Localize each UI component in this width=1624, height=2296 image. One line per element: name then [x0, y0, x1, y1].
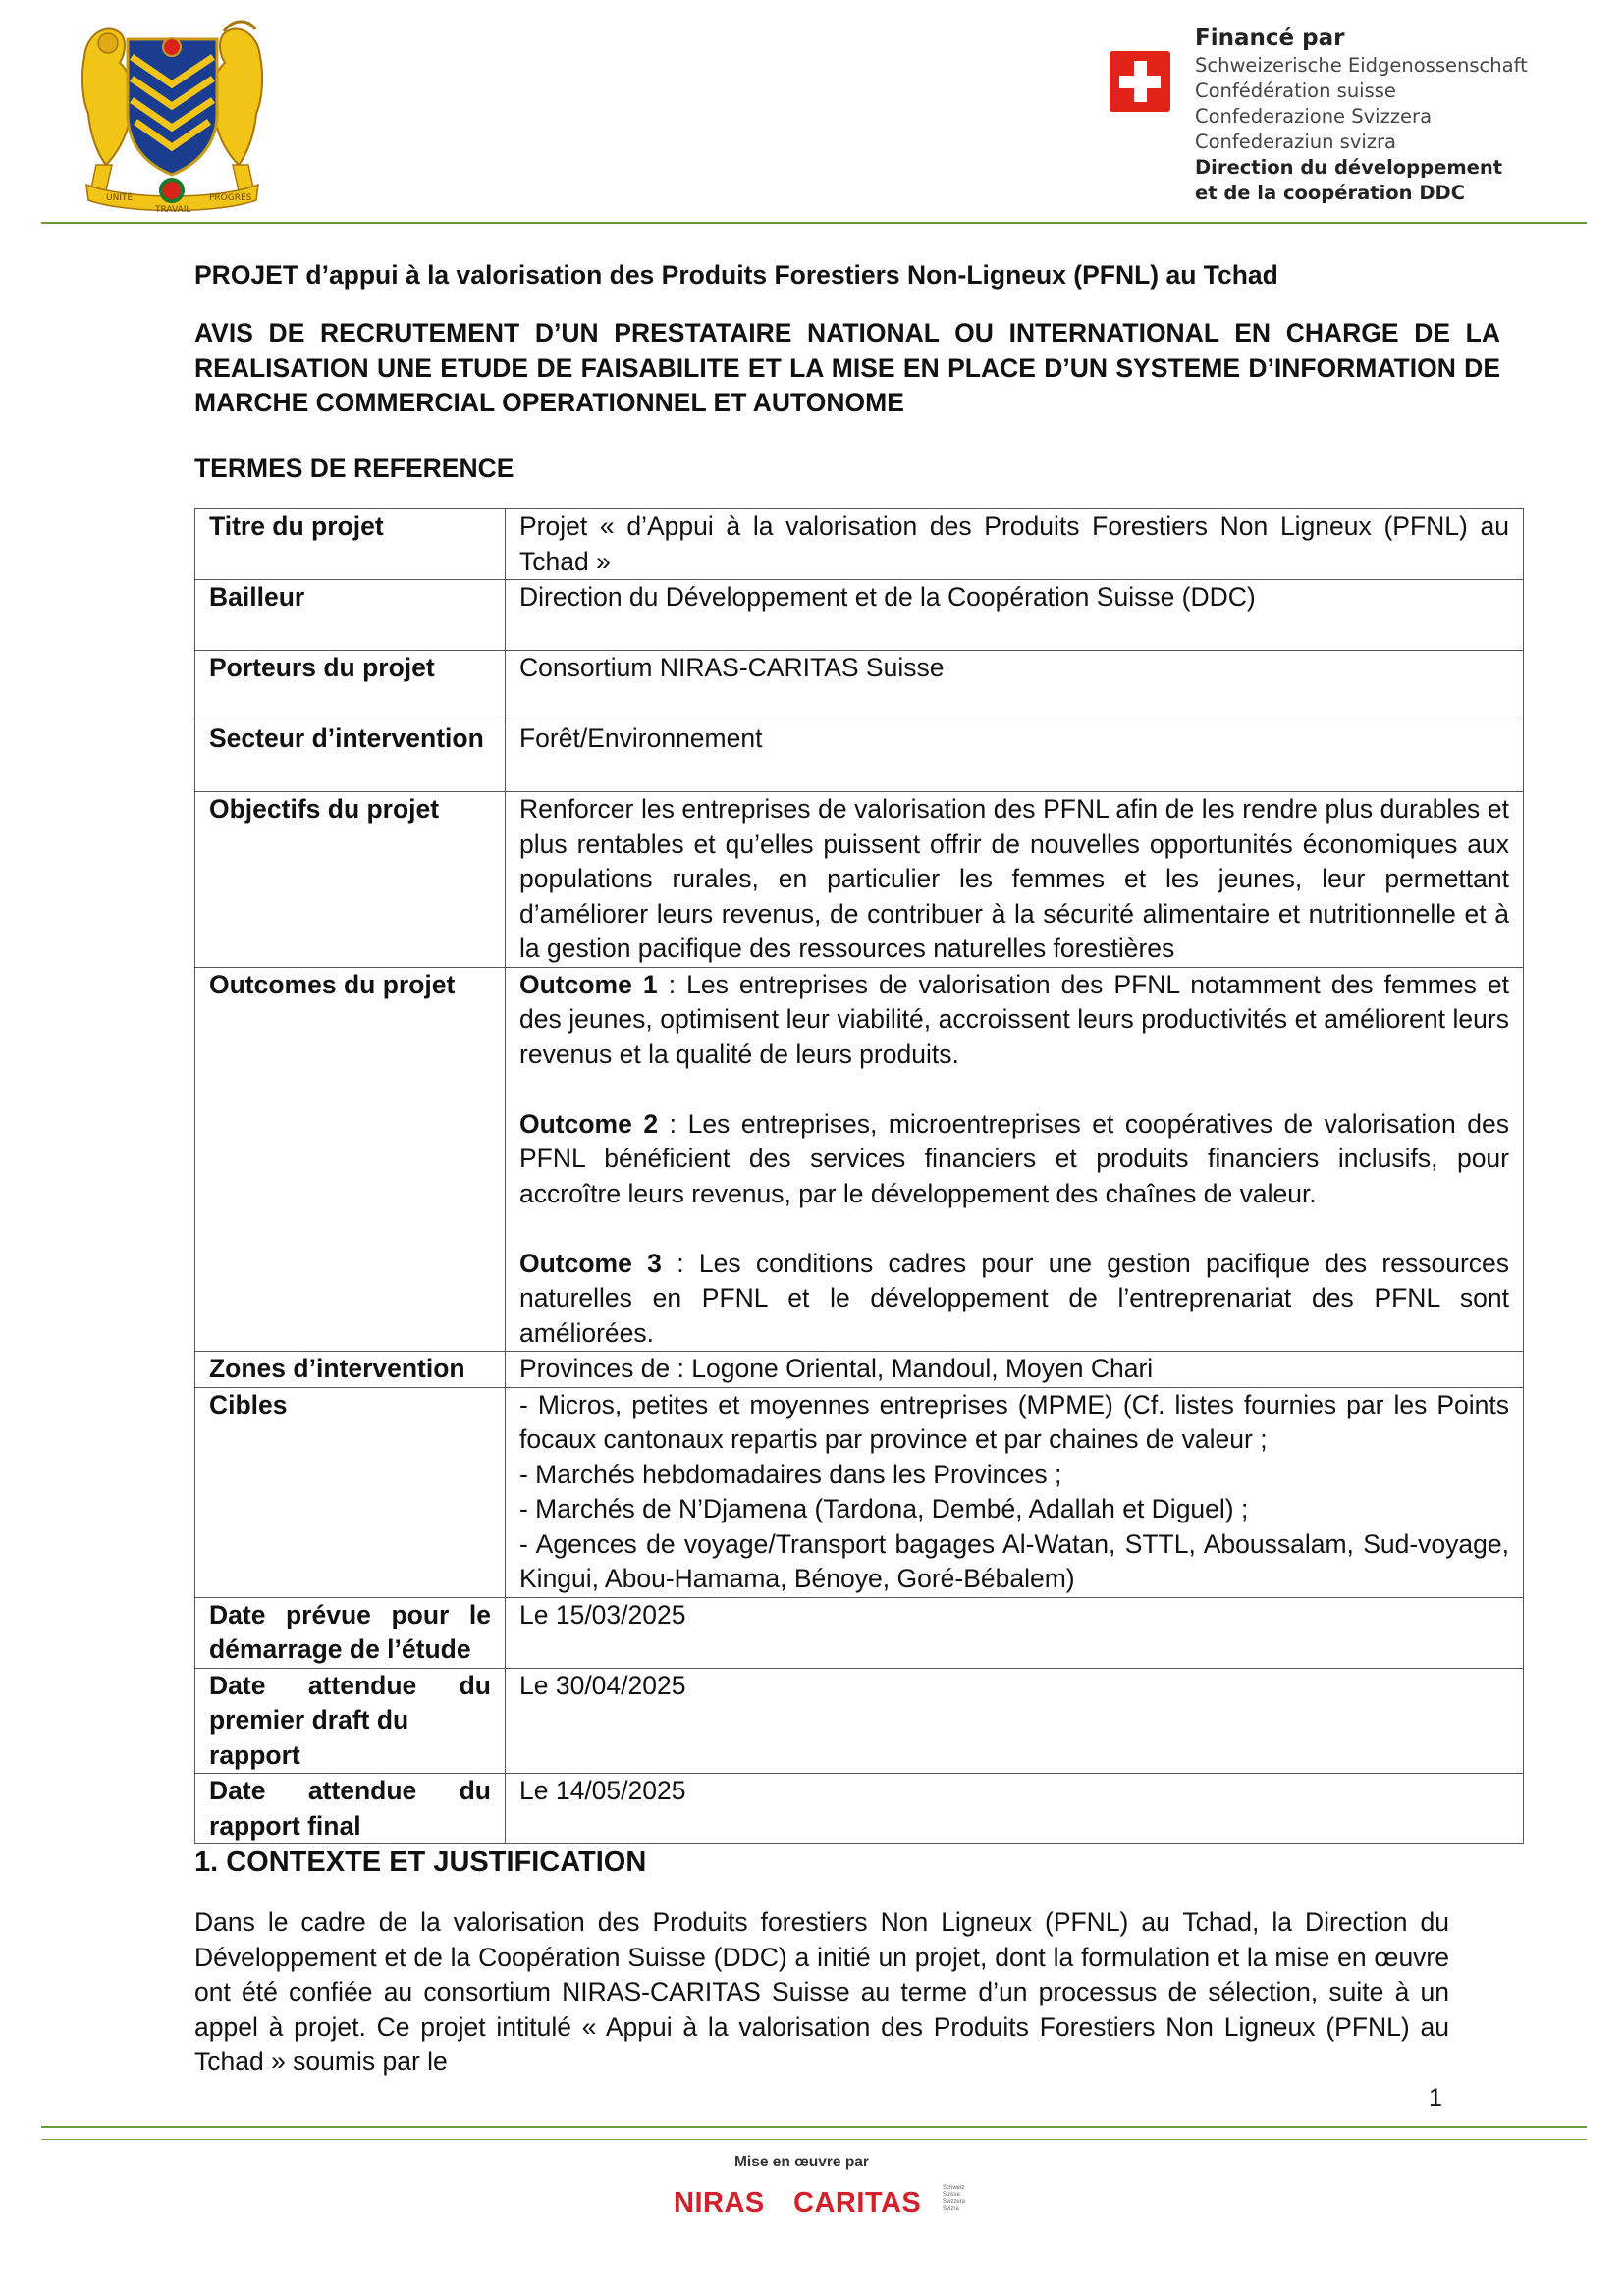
- row-value: Direction du Développement et de la Coopération Suisse (DDC): [506, 580, 1524, 651]
- outcome-1: [519, 970, 1509, 1069]
- row-label: Objectifs du projet: [195, 792, 506, 968]
- target-item: - Marchés de N’Djamena (Tardona, Dembé, Adallah et Diguel) ;: [519, 1494, 1249, 1523]
- row-value: Forêt/Environnement: [506, 721, 1524, 792]
- page-number: 1: [1429, 2084, 1442, 2111]
- implemented-by-label: Mise en œuvre par: [734, 2154, 869, 2170]
- row-value: Provinces de : Logone Oriental, Mandoul, Moyen Chari: [506, 1352, 1524, 1388]
- niras-logo: NIRAS: [674, 2187, 765, 2218]
- row-label: Bailleur: [195, 580, 506, 651]
- row-value: Consortium NIRAS-CARITAS Suisse: [506, 651, 1524, 721]
- table-row: [195, 580, 1524, 651]
- motto-unite: UNITÉ: [106, 193, 134, 203]
- spacer: [519, 1211, 1509, 1247]
- table-row: [195, 967, 1524, 1352]
- table-row: [195, 792, 1524, 968]
- outcome-text: : Les entreprises de valorisation des PFNL notamment des femmes et des jeunes, optimisent leur viabilité, accroissent leurs productivités et améliorent leurs revenus et la qualité de leurs produits.: [519, 969, 1509, 1069]
- table-row: [195, 509, 1524, 580]
- row-label: Porteurs du projet: [195, 651, 506, 721]
- notice-line-3: MARCHE COMMERCIAL OPERATIONNEL ET AUTONOME: [194, 388, 904, 417]
- row-label-line: Date attendue du: [209, 1670, 491, 1700]
- table-row: [195, 1387, 1524, 1597]
- footer-rule-bottom: [41, 2139, 1587, 2140]
- table-row: [195, 721, 1524, 792]
- motto-progres: PROGRÈS: [209, 193, 252, 203]
- caritas-lang: Svizra: [943, 2206, 959, 2212]
- table-row: [195, 651, 1524, 721]
- outcome-text: : Les conditions cadres pour une gestion pacifique des ressources naturelles en PFNL et le développement de l’entreprenariat des PFNL sont améliorées.: [519, 1248, 1510, 1348]
- table-row: [195, 1774, 1524, 1844]
- confederation-it: Confederazione Svizzera: [1195, 105, 1433, 128]
- agency-line-2: et de la coopération DDC: [1195, 182, 1466, 204]
- agency-line-1: Direction du développement: [1195, 156, 1503, 179]
- row-value: Le 30/04/2025: [506, 1668, 1524, 1774]
- chad-coat-of-arms-logo: [77, 18, 268, 219]
- outcome-2: [519, 1109, 1509, 1208]
- row-label-line: rapport final: [209, 1810, 361, 1841]
- spacer: [519, 1072, 1509, 1107]
- notice-title: [194, 316, 1500, 421]
- target-item: - Marchés hebdomadaires dans les Provinces ;: [519, 1459, 1062, 1489]
- row-value: Le 14/05/2025: [506, 1774, 1524, 1844]
- caritas-lang: Schweiz: [943, 2185, 965, 2191]
- target-item: - Agences de voyage/Transport bagages Al-Watan, STTL, Aboussalam, Sud-voyage, Kingui, Abou-Hamama, Bénoye, Goré-Bébalem): [519, 1528, 1509, 1593]
- notice-line-2: REALISATION UNE ETUDE DE FAISABILITE ET LA MISE EN PLACE D’UN SYSTEME D’INFORMATION DE: [194, 352, 1500, 383]
- caritas-logo: CARITAS: [793, 2187, 922, 2218]
- confederation-de: Schweizerische Eidgenossenschaft: [1195, 54, 1528, 77]
- row-label: Titre du projet: [195, 509, 506, 580]
- header-rule: [41, 222, 1587, 224]
- target-item: - Micros, petites et moyennes entreprises (MPME) (Cf. listes fournies par les Points focaux cantonaux repartis par province et par chaines de valeur ;: [519, 1389, 1509, 1454]
- swiss-cross-horizontal: [1119, 76, 1161, 88]
- table-row: [195, 1597, 1524, 1668]
- outcome-text: : Les entreprises, microentreprises et coopératives de valorisation des PFNL bénéficient des services financiers et produits financiers inclusifs, pour accroître leurs revenus, par le développement des chaînes de valeur.: [519, 1108, 1510, 1208]
- caritas-lang: Svizzera: [943, 2199, 966, 2205]
- project-line: PROJET d’appui à la valorisation des Produits Forestiers Non-Ligneux (PFNL) au Tchad: [194, 260, 1278, 290]
- row-label: [195, 1597, 506, 1668]
- table-row: [195, 1352, 1524, 1388]
- caritas-lang: Suisse: [943, 2192, 961, 2198]
- caritas-languages: [943, 2185, 965, 2213]
- outcome-label: Outcome 2: [519, 1108, 659, 1139]
- funded-by-block: [1195, 24, 1528, 206]
- row-value: Le 15/03/2025: [506, 1597, 1524, 1668]
- notice-line-1: AVIS DE RECRUTEMENT D’UN PRESTATAIRE NATIONAL OU INTERNATIONAL EN CHARGE DE LA: [194, 318, 1500, 347]
- row-value: Renforcer les entreprises de valorisation des PFNL afin de les rendre plus durables et plus rentables et qu’elles puissent offrir de nouvelles opportunités économiques aux populations rurales, en particulier les femmes et les jeunes, leur permettant d’améliorer leurs revenus, de contribuer à la sécurité alimentaire et nutritionnelle et à la gestion pacifique des ressources naturelles forestières: [506, 792, 1524, 968]
- outcomes-cell: [506, 967, 1524, 1352]
- tor-heading: TERMES DE REFERENCE: [194, 454, 514, 483]
- row-label: Cibles: [195, 1387, 506, 1597]
- outcome-3: [519, 1249, 1509, 1348]
- row-value: Projet « d’Appui à la valorisation des Produits Forestiers Non Ligneux (PFNL) au Tchad »: [506, 509, 1524, 580]
- row-label: [195, 1668, 506, 1774]
- row-label-line: Date prévue pour le: [209, 1599, 491, 1629]
- funded-by-title: Financé par: [1195, 26, 1345, 51]
- footer-rule-top: [41, 2126, 1587, 2128]
- section-paragraph: Dans le cadre de la valorisation des Produits forestiers Non Ligneux (PFNL) au Tchad, la Direction du Développement et de la Coopération Suisse (DDC) a initié un projet, dont la formulation et la mise en œuvre ont été confiée au consortium NIRAS-CARITAS Suisse au terme d’un processus de sélection, suite à un appel à projet. Ce projet intitulé « Appui à la valorisation des Produits Forestiers Non Ligneux (PFNL) au Tchad » soumis par le: [194, 1907, 1449, 2076]
- row-label: Outcomes du projet: [195, 967, 506, 1352]
- outcome-label: Outcome 3: [519, 1248, 662, 1278]
- confederation-fr: Confédération suisse: [1195, 80, 1396, 102]
- outcome-label: Outcome 1: [519, 969, 658, 999]
- terms-of-reference-table: [194, 508, 1524, 1844]
- table-row: [195, 1668, 1524, 1774]
- targets-cell: [506, 1387, 1524, 1597]
- row-label-line: démarrage de l’étude: [209, 1634, 471, 1664]
- row-label: Zones d’intervention: [195, 1352, 506, 1388]
- row-label-line: Date attendue du: [209, 1776, 491, 1805]
- motto-travail: TRAVAIL: [155, 205, 191, 215]
- row-label: [195, 1774, 506, 1844]
- row-label-line: premier draft du rapport: [209, 1705, 409, 1770]
- row-label: Secteur d’intervention: [195, 721, 506, 792]
- confederation-rm: Confederaziun svizra: [1195, 131, 1396, 153]
- section-heading: 1. CONTEXTE ET JUSTIFICATION: [194, 1846, 647, 1878]
